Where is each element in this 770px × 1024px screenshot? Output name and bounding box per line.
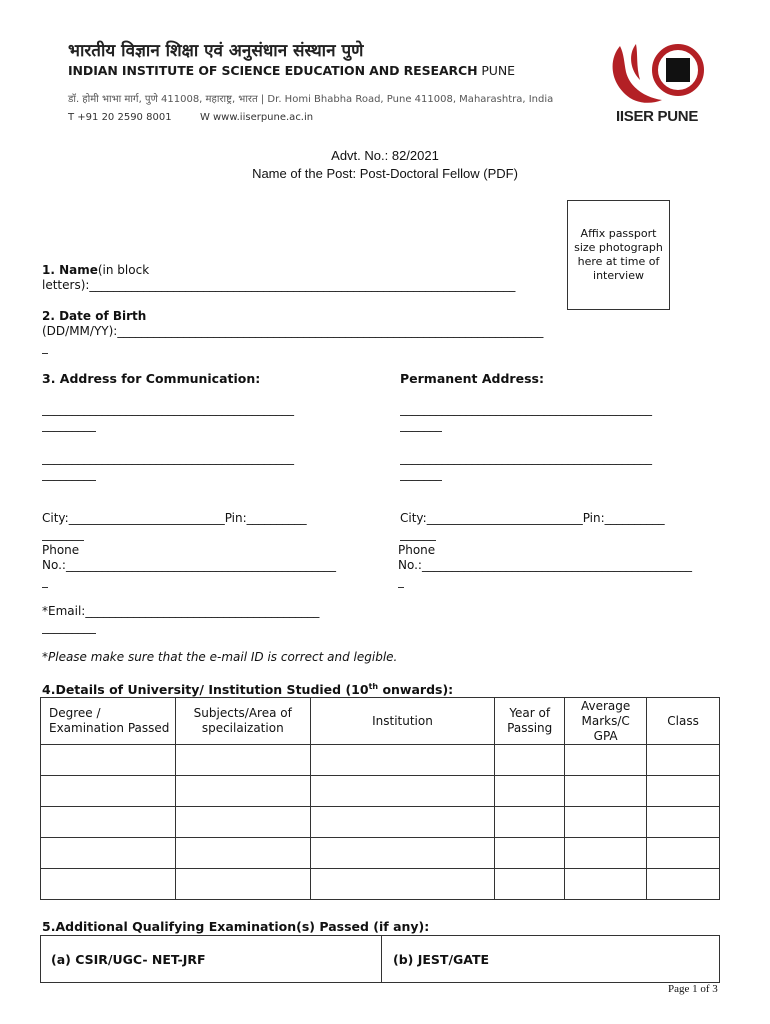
institute-phone: T +91 20 2590 8001 <box>68 112 172 123</box>
dob-label: 2. Date of Birth <box>42 309 147 323</box>
table-cell[interactable] <box>175 776 310 807</box>
table-cell[interactable] <box>175 807 310 838</box>
table-cell[interactable] <box>310 745 495 776</box>
permanent-address-label: Permanent Address: <box>400 371 544 386</box>
header-marks: Average Marks/C GPA <box>565 698 647 745</box>
table-cell[interactable] <box>175 869 310 900</box>
table-row <box>41 869 720 900</box>
header-degree: Degree / Examination Passed <box>41 698 176 745</box>
additional-exams-box <box>40 935 720 983</box>
permanent-address-line-2[interactable]: __________________________________________ <box>400 451 652 465</box>
header-class: Class <box>647 698 720 745</box>
address-line-2-tail: _________ <box>42 467 96 481</box>
address-line-2[interactable]: __________________________________________ <box>42 451 294 465</box>
table-cell[interactable] <box>647 869 720 900</box>
table-cell[interactable] <box>175 838 310 869</box>
table-cell[interactable] <box>495 776 565 807</box>
education-table <box>40 697 720 900</box>
table-cell[interactable] <box>495 869 565 900</box>
city-pin-line[interactable]: City:__________________________Pin:__________ <box>42 511 307 525</box>
email-input-line[interactable]: *Email:_______________________________________ <box>42 604 320 618</box>
city-pin-line-tail: _______ <box>42 527 84 541</box>
name-label: 1. Name <box>42 263 98 277</box>
table-cell[interactable] <box>495 807 565 838</box>
email-input-tail: _________ <box>42 620 96 634</box>
institute-name-city: PUNE <box>477 63 515 78</box>
table-cell[interactable] <box>175 745 310 776</box>
header-year: Year of Passing <box>495 698 565 745</box>
table-cell[interactable] <box>41 807 176 838</box>
table-cell[interactable] <box>41 869 176 900</box>
photo-box <box>567 200 670 310</box>
permanent-address-line-1[interactable]: __________________________________________ <box>400 402 652 416</box>
table-cell[interactable] <box>647 838 720 869</box>
name-input-line[interactable]: letters):_______________________________________________________________________ <box>42 278 516 292</box>
table-row <box>41 838 720 869</box>
table-cell[interactable] <box>41 776 176 807</box>
name-label-suffix: (in block <box>97 263 150 277</box>
exam-jest-gate[interactable]: (b) JEST/GATE <box>393 951 490 967</box>
table-row <box>41 776 720 807</box>
table-cell[interactable] <box>647 745 720 776</box>
exam-divider <box>381 936 382 982</box>
table-cell[interactable] <box>565 776 647 807</box>
address-line-1-tail: _________ <box>42 418 96 432</box>
table-cell[interactable] <box>495 745 565 776</box>
education-table-header <box>41 698 720 745</box>
phone-input-line[interactable]: No.:_____________________________________________ <box>42 558 336 572</box>
header-subjects: Subjects/Area of specilaization <box>175 698 310 745</box>
page-number: Page 1 of 3 <box>668 983 718 995</box>
permanent-city-pin-line[interactable]: City:__________________________Pin:__________ <box>400 511 665 525</box>
institute-contact <box>68 112 313 123</box>
phone-label: Phone <box>42 543 80 557</box>
table-row <box>41 807 720 838</box>
permanent-address-line-1-tail: _______ <box>400 418 442 432</box>
table-cell[interactable] <box>310 776 495 807</box>
permanent-phone-label: Phone <box>398 543 436 557</box>
table-cell[interactable] <box>565 807 647 838</box>
table-cell[interactable] <box>310 838 495 869</box>
permanent-city-pin-line-tail: ______ <box>400 527 436 541</box>
iiser-logo-icon <box>606 40 716 110</box>
table-cell[interactable] <box>495 838 565 869</box>
institute-address: डॉ. होमी भाभा मार्ग, पुणे 411008, महाराष्ट्र, भारत | Dr. Homi Bhabha Road, Pune 411008, Maharashtra, India <box>68 94 554 105</box>
institute-name-hindi: भारतीय विज्ञान शिक्षा एवं अनुसंधान संस्थान पुणे <box>68 41 364 61</box>
table-cell[interactable] <box>41 745 176 776</box>
permanent-phone-input-line[interactable]: No.:_____________________________________________ <box>398 558 692 572</box>
exam-csir-net[interactable]: (a) CSIR/UGC- NET-JRF <box>51 951 206 967</box>
dob-input-tail: _ <box>42 340 48 354</box>
logo-text: IISER PUNE <box>616 108 699 125</box>
institute-name-english <box>68 63 515 78</box>
advertisement-number: Advt. No.: 82/2021 <box>331 148 439 163</box>
post-name: Name of the Post: Post-Doctoral Fellow (PDF) <box>252 166 518 181</box>
table-row <box>41 745 720 776</box>
photo-box-text: Affix passport size photograph here at time of interview <box>574 227 663 282</box>
institute-web: W www.iiserpune.ac.in <box>199 112 314 123</box>
section-5-title: 5.Additional Qualifying Examination(s) Passed (if any): <box>42 919 430 934</box>
table-cell[interactable] <box>647 776 720 807</box>
table-cell[interactable] <box>647 807 720 838</box>
header-institution: Institution <box>310 698 495 745</box>
section-4-title: 4.Details of University/ Institution Studied (10th onwards): <box>42 682 454 698</box>
table-cell[interactable] <box>310 807 495 838</box>
table-cell[interactable] <box>310 869 495 900</box>
table-cell[interactable] <box>565 838 647 869</box>
table-cell[interactable] <box>565 869 647 900</box>
name-label-row <box>42 262 149 278</box>
phone-input-tail: _ <box>42 574 48 588</box>
address-line-1[interactable]: __________________________________________ <box>42 402 294 416</box>
table-cell[interactable] <box>565 745 647 776</box>
table-cell[interactable] <box>41 838 176 869</box>
address-label: 3. Address for Communication: <box>42 371 261 386</box>
section-4-title-sup: th <box>368 682 379 691</box>
email-note: *Please make sure that the e-mail ID is correct and legible. <box>42 650 398 664</box>
permanent-address-line-2-tail: _______ <box>400 467 442 481</box>
dob-input-line[interactable]: (DD/MM/YY):_______________________________________________________________________ <box>42 324 544 338</box>
institute-name-bold: INDIAN INSTITUTE OF SCIENCE EDUCATION AND RESEARCH <box>68 63 478 78</box>
permanent-phone-input-tail: _ <box>398 574 404 588</box>
